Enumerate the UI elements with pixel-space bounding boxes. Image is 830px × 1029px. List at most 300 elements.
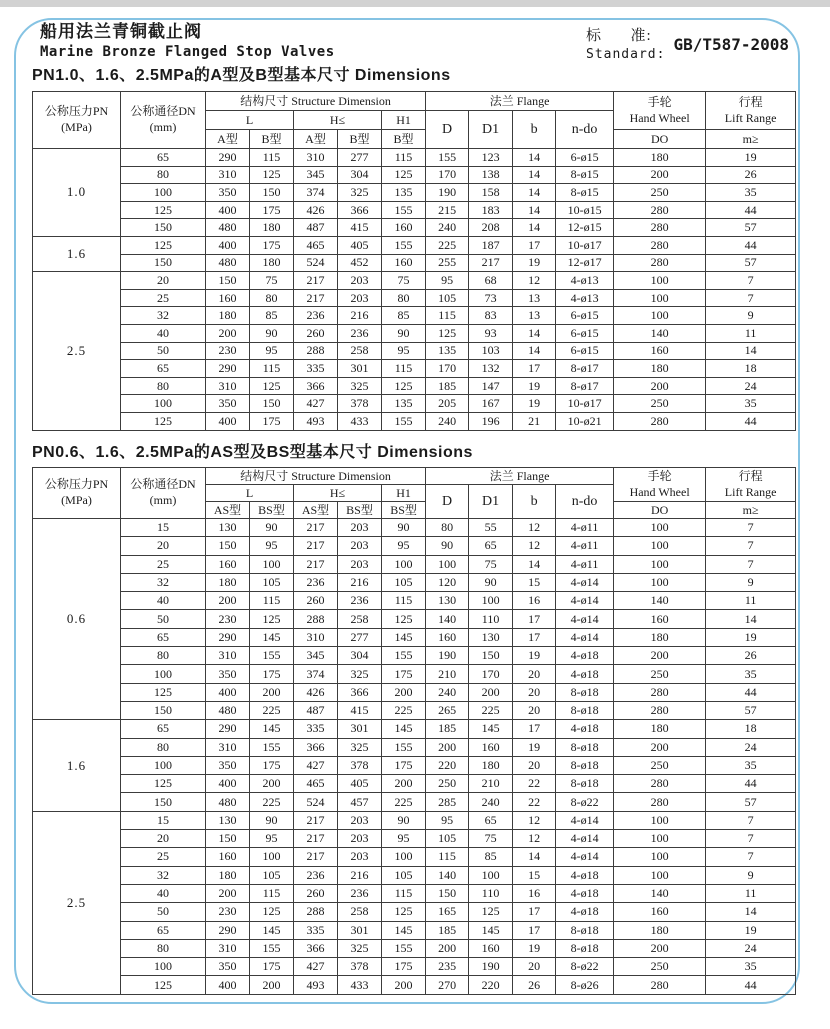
- value-cell: 145: [250, 720, 294, 738]
- value-cell: 216: [338, 866, 382, 884]
- col-header-H-typeBS: BS型: [338, 502, 382, 519]
- value-cell: 100: [614, 848, 706, 866]
- value-cell: 210: [469, 775, 513, 793]
- value-cell: 155: [382, 647, 426, 665]
- value-cell: 427: [294, 958, 338, 976]
- value-cell: 12-ø15: [556, 219, 614, 237]
- value-cell: 160: [206, 289, 250, 307]
- dn-cell: 80: [121, 166, 206, 184]
- value-cell: 11: [706, 884, 796, 902]
- dn-cell: 25: [121, 555, 206, 573]
- value-cell: 145: [469, 921, 513, 939]
- value-cell: 44: [706, 775, 796, 793]
- table-row: [33, 592, 796, 610]
- value-cell: 90: [382, 811, 426, 829]
- value-cell: 205: [426, 395, 469, 413]
- value-cell: 7: [706, 519, 796, 537]
- value-cell: 4-ø13: [556, 289, 614, 307]
- value-cell: 4-ø11: [556, 519, 614, 537]
- value-cell: 65: [469, 537, 513, 555]
- value-cell: 310: [206, 647, 250, 665]
- value-cell: 480: [206, 219, 250, 237]
- value-cell: 14: [513, 166, 556, 184]
- table1-body: [33, 149, 796, 431]
- value-cell: 160: [206, 555, 250, 573]
- value-cell: 280: [614, 236, 706, 254]
- pn-group-cell: 0.6: [33, 519, 121, 720]
- handwheel-en: Hand Wheel: [629, 484, 690, 499]
- value-cell: 145: [382, 628, 426, 646]
- value-cell: 325: [338, 377, 382, 395]
- value-cell: 160: [382, 254, 426, 272]
- dn-cell: 150: [121, 793, 206, 811]
- value-cell: 250: [614, 184, 706, 202]
- standard-label-cn: 标 准:: [586, 28, 652, 44]
- value-cell: 288: [294, 342, 338, 360]
- value-cell: 160: [469, 738, 513, 756]
- col-header-flange: 法兰 Flange: [426, 92, 614, 111]
- value-cell: 170: [426, 360, 469, 378]
- value-cell: 12: [513, 811, 556, 829]
- value-cell: 100: [614, 830, 706, 848]
- value-cell: 10-ø17: [556, 395, 614, 413]
- value-cell: 95: [382, 830, 426, 848]
- value-cell: 13: [513, 289, 556, 307]
- value-cell: 7: [706, 555, 796, 573]
- dn-cell: 65: [121, 360, 206, 378]
- value-cell: 225: [426, 236, 469, 254]
- value-cell: 21: [513, 412, 556, 430]
- col-header-D0: DO: [614, 502, 706, 519]
- value-cell: 217: [294, 519, 338, 537]
- value-cell: 13: [513, 307, 556, 325]
- dn-cell: 32: [121, 307, 206, 325]
- value-cell: 258: [338, 342, 382, 360]
- value-cell: 8-ø22: [556, 793, 614, 811]
- value-cell: 6-ø15: [556, 342, 614, 360]
- table-row: [33, 903, 796, 921]
- value-cell: 487: [294, 701, 338, 719]
- value-cell: 250: [614, 958, 706, 976]
- value-cell: 203: [338, 555, 382, 573]
- value-cell: 55: [469, 519, 513, 537]
- value-cell: 185: [426, 720, 469, 738]
- value-cell: 140: [426, 866, 469, 884]
- value-cell: 190: [469, 958, 513, 976]
- value-cell: 83: [469, 307, 513, 325]
- table-row: [33, 793, 796, 811]
- table-row: [33, 665, 796, 683]
- value-cell: 426: [294, 683, 338, 701]
- value-cell: 135: [426, 342, 469, 360]
- value-cell: 8-ø17: [556, 377, 614, 395]
- col-header-D: D: [426, 111, 469, 149]
- pn-unit: (MPa): [61, 120, 92, 134]
- value-cell: 22: [513, 775, 556, 793]
- table-row: [33, 939, 796, 957]
- value-cell: 85: [382, 307, 426, 325]
- col-header-L-typeAS: AS型: [206, 502, 250, 519]
- value-cell: 480: [206, 701, 250, 719]
- value-cell: 150: [250, 184, 294, 202]
- pn-group-cell: 1.6: [33, 720, 121, 811]
- value-cell: 236: [294, 866, 338, 884]
- pn-group-cell: 1.6: [33, 236, 121, 271]
- value-cell: 15: [513, 866, 556, 884]
- dn-cell: 150: [121, 254, 206, 272]
- value-cell: 95: [250, 830, 294, 848]
- value-cell: 220: [469, 976, 513, 994]
- value-cell: 217: [294, 830, 338, 848]
- value-cell: 7: [706, 830, 796, 848]
- value-cell: 280: [614, 793, 706, 811]
- dn-cell: 20: [121, 272, 206, 290]
- value-cell: 258: [338, 610, 382, 628]
- value-cell: 465: [294, 236, 338, 254]
- col-header-b: b: [513, 111, 556, 149]
- value-cell: 335: [294, 720, 338, 738]
- value-cell: 200: [382, 976, 426, 994]
- value-cell: 95: [382, 342, 426, 360]
- value-cell: 19: [513, 738, 556, 756]
- value-cell: 145: [250, 628, 294, 646]
- value-cell: 7: [706, 272, 796, 290]
- dn-cell: 150: [121, 219, 206, 237]
- value-cell: 6-ø15: [556, 307, 614, 325]
- value-cell: 150: [206, 537, 250, 555]
- value-cell: 175: [382, 958, 426, 976]
- col-header-b: b: [513, 485, 556, 519]
- value-cell: 310: [206, 939, 250, 957]
- value-cell: 4-ø14: [556, 628, 614, 646]
- table-row: [33, 201, 796, 219]
- value-cell: 345: [294, 647, 338, 665]
- page-title-cn: 船用法兰青铜截止阀: [40, 22, 202, 41]
- value-cell: 160: [614, 610, 706, 628]
- page-title-en: Marine Bronze Flanged Stop Valves: [40, 43, 335, 60]
- value-cell: 175: [382, 756, 426, 774]
- value-cell: 200: [614, 166, 706, 184]
- value-cell: 12: [513, 830, 556, 848]
- dn-cell: 80: [121, 939, 206, 957]
- dn-cell: 15: [121, 519, 206, 537]
- col-header-lift: [706, 92, 796, 130]
- table-row: [33, 683, 796, 701]
- value-cell: 200: [206, 324, 250, 342]
- value-cell: 155: [382, 412, 426, 430]
- value-cell: 200: [614, 647, 706, 665]
- value-cell: 7: [706, 537, 796, 555]
- value-cell: 150: [250, 395, 294, 413]
- value-cell: 20: [513, 756, 556, 774]
- lift-en: Lift Range: [724, 110, 777, 125]
- value-cell: 19: [706, 628, 796, 646]
- value-cell: 130: [426, 592, 469, 610]
- value-cell: 200: [250, 976, 294, 994]
- value-cell: 452: [338, 254, 382, 272]
- value-cell: 125: [250, 166, 294, 184]
- col-header-L-typeB: B型: [250, 130, 294, 149]
- value-cell: 6-ø15: [556, 324, 614, 342]
- value-cell: 187: [469, 236, 513, 254]
- value-cell: 203: [338, 811, 382, 829]
- value-cell: 115: [382, 149, 426, 167]
- value-cell: 200: [382, 683, 426, 701]
- dn-cell: 65: [121, 921, 206, 939]
- value-cell: 130: [206, 811, 250, 829]
- value-cell: 230: [206, 342, 250, 360]
- value-cell: 11: [706, 324, 796, 342]
- col-header-D1: D1: [469, 485, 513, 519]
- dn-cell: 20: [121, 537, 206, 555]
- value-cell: 95: [250, 537, 294, 555]
- value-cell: 103: [469, 342, 513, 360]
- value-cell: 160: [206, 848, 250, 866]
- value-cell: 378: [338, 756, 382, 774]
- value-cell: 301: [338, 921, 382, 939]
- table2-caption: PN0.6、1.6、2.5MPa的AS型及BS型基本尺寸 Dimensions: [32, 444, 473, 461]
- value-cell: 350: [206, 184, 250, 202]
- value-cell: 175: [250, 201, 294, 219]
- value-cell: 155: [250, 939, 294, 957]
- value-cell: 123: [469, 149, 513, 167]
- table-row: [33, 701, 796, 719]
- value-cell: 10-ø17: [556, 236, 614, 254]
- value-cell: 220: [426, 756, 469, 774]
- value-cell: 285: [426, 793, 469, 811]
- value-cell: 160: [426, 628, 469, 646]
- col-header-H-typeAS: AS型: [294, 502, 338, 519]
- value-cell: 22: [513, 793, 556, 811]
- value-cell: 4-ø18: [556, 665, 614, 683]
- value-cell: 14: [513, 555, 556, 573]
- value-cell: 335: [294, 921, 338, 939]
- value-cell: 155: [382, 738, 426, 756]
- value-cell: 18: [706, 720, 796, 738]
- value-cell: 400: [206, 412, 250, 430]
- table-row: [33, 848, 796, 866]
- value-cell: 185: [426, 377, 469, 395]
- value-cell: 236: [338, 884, 382, 902]
- table-row: [33, 884, 796, 902]
- value-cell: 155: [426, 149, 469, 167]
- value-cell: 14: [513, 324, 556, 342]
- value-cell: 4-ø11: [556, 555, 614, 573]
- value-cell: 115: [250, 149, 294, 167]
- col-header-H1-typeBS: BS型: [382, 502, 426, 519]
- value-cell: 90: [250, 519, 294, 537]
- value-cell: 150: [426, 884, 469, 902]
- value-cell: 230: [206, 903, 250, 921]
- value-cell: 493: [294, 976, 338, 994]
- value-cell: 150: [206, 272, 250, 290]
- title-block: [40, 22, 335, 60]
- table-row: [33, 647, 796, 665]
- value-cell: 277: [338, 628, 382, 646]
- value-cell: 203: [338, 830, 382, 848]
- table-2: [32, 467, 796, 995]
- value-cell: 200: [469, 683, 513, 701]
- value-cell: 310: [206, 166, 250, 184]
- value-cell: 10-ø21: [556, 412, 614, 430]
- value-cell: 175: [250, 958, 294, 976]
- value-cell: 12: [513, 537, 556, 555]
- value-cell: 180: [206, 573, 250, 591]
- value-cell: 20: [513, 665, 556, 683]
- value-cell: 125: [250, 377, 294, 395]
- value-cell: 8-ø18: [556, 921, 614, 939]
- value-cell: 4-ø18: [556, 647, 614, 665]
- value-cell: 57: [706, 701, 796, 719]
- value-cell: 20: [513, 958, 556, 976]
- table-row: [33, 537, 796, 555]
- value-cell: 90: [250, 324, 294, 342]
- pn-group-cell: 2.5: [33, 272, 121, 430]
- dn-cell: 80: [121, 738, 206, 756]
- lift-cn: 行程: [738, 94, 763, 109]
- value-cell: 433: [338, 976, 382, 994]
- value-cell: 400: [206, 236, 250, 254]
- value-cell: 4-ø14: [556, 592, 614, 610]
- value-cell: 6-ø15: [556, 149, 614, 167]
- value-cell: 19: [706, 149, 796, 167]
- value-cell: 147: [469, 377, 513, 395]
- value-cell: 8-ø18: [556, 683, 614, 701]
- value-cell: 304: [338, 166, 382, 184]
- col-header-lift: [706, 468, 796, 502]
- value-cell: 115: [250, 884, 294, 902]
- value-cell: 100: [614, 289, 706, 307]
- value-cell: 240: [426, 412, 469, 430]
- value-cell: 100: [250, 848, 294, 866]
- value-cell: 17: [513, 628, 556, 646]
- value-cell: 180: [614, 720, 706, 738]
- value-cell: 4-ø14: [556, 848, 614, 866]
- value-cell: 115: [382, 884, 426, 902]
- value-cell: 208: [469, 219, 513, 237]
- value-cell: 290: [206, 149, 250, 167]
- value-cell: 17: [513, 720, 556, 738]
- value-cell: 8-ø18: [556, 775, 614, 793]
- col-header-ndo: n-do: [556, 485, 614, 519]
- value-cell: 140: [614, 592, 706, 610]
- dn-cell: 40: [121, 884, 206, 902]
- value-cell: 8-ø18: [556, 738, 614, 756]
- value-cell: 280: [614, 701, 706, 719]
- value-cell: 290: [206, 720, 250, 738]
- value-cell: 7: [706, 811, 796, 829]
- table-row: [33, 830, 796, 848]
- value-cell: 200: [426, 738, 469, 756]
- value-cell: 14: [513, 219, 556, 237]
- value-cell: 280: [614, 219, 706, 237]
- value-cell: 7: [706, 848, 796, 866]
- value-cell: 14: [513, 149, 556, 167]
- value-cell: 203: [338, 848, 382, 866]
- value-cell: 100: [614, 811, 706, 829]
- value-cell: 524: [294, 793, 338, 811]
- value-cell: 426: [294, 201, 338, 219]
- value-cell: 44: [706, 976, 796, 994]
- value-cell: 125: [426, 324, 469, 342]
- value-cell: 378: [338, 958, 382, 976]
- value-cell: 280: [614, 775, 706, 793]
- col-header-structure: 结构尺寸 Structure Dimension: [206, 468, 426, 485]
- table-row: [33, 324, 796, 342]
- col-header-structure: 结构尺寸 Structure Dimension: [206, 92, 426, 111]
- dn-label: 公称通径DN: [130, 477, 196, 492]
- value-cell: 236: [294, 307, 338, 325]
- value-cell: 480: [206, 254, 250, 272]
- value-cell: 190: [426, 647, 469, 665]
- value-cell: 235: [426, 958, 469, 976]
- table-row: [33, 342, 796, 360]
- value-cell: 110: [469, 884, 513, 902]
- value-cell: 180: [206, 866, 250, 884]
- dn-cell: 150: [121, 701, 206, 719]
- value-cell: 225: [382, 793, 426, 811]
- value-cell: 24: [706, 377, 796, 395]
- value-cell: 105: [250, 573, 294, 591]
- value-cell: 93: [469, 324, 513, 342]
- value-cell: 44: [706, 236, 796, 254]
- table-row: [33, 866, 796, 884]
- value-cell: 95: [426, 272, 469, 290]
- table-row: [33, 412, 796, 430]
- value-cell: 310: [294, 628, 338, 646]
- value-cell: 487: [294, 219, 338, 237]
- value-cell: 236: [338, 324, 382, 342]
- value-cell: 155: [382, 236, 426, 254]
- value-cell: 80: [382, 289, 426, 307]
- dn-cell: 80: [121, 377, 206, 395]
- value-cell: 216: [338, 307, 382, 325]
- value-cell: 44: [706, 201, 796, 219]
- value-cell: 158: [469, 184, 513, 202]
- value-cell: 110: [469, 610, 513, 628]
- pn-group-cell: 2.5: [33, 811, 121, 994]
- col-header-H-typeA: A型: [294, 130, 338, 149]
- value-cell: 427: [294, 395, 338, 413]
- value-cell: 105: [382, 866, 426, 884]
- dn-cell: 100: [121, 184, 206, 202]
- value-cell: 180: [206, 307, 250, 325]
- table-row: [33, 360, 796, 378]
- table2-body: [33, 519, 796, 995]
- value-cell: 17: [513, 236, 556, 254]
- value-cell: 155: [250, 738, 294, 756]
- pn-unit: (MPa): [61, 493, 92, 507]
- value-cell: 57: [706, 793, 796, 811]
- value-cell: 125: [250, 903, 294, 921]
- col-header-H1: H1: [382, 111, 426, 130]
- value-cell: 155: [382, 201, 426, 219]
- col-header-D1: D1: [469, 111, 513, 149]
- value-cell: 301: [338, 720, 382, 738]
- value-cell: 95: [382, 537, 426, 555]
- standard-label-en: Standard:: [586, 47, 666, 63]
- value-cell: 524: [294, 254, 338, 272]
- value-cell: 196: [469, 412, 513, 430]
- value-cell: 14: [513, 848, 556, 866]
- value-cell: 236: [338, 592, 382, 610]
- dn-cell: 32: [121, 573, 206, 591]
- value-cell: 280: [614, 976, 706, 994]
- value-cell: 105: [426, 289, 469, 307]
- value-cell: 180: [614, 360, 706, 378]
- value-cell: 260: [294, 592, 338, 610]
- col-header-dn: [121, 468, 206, 519]
